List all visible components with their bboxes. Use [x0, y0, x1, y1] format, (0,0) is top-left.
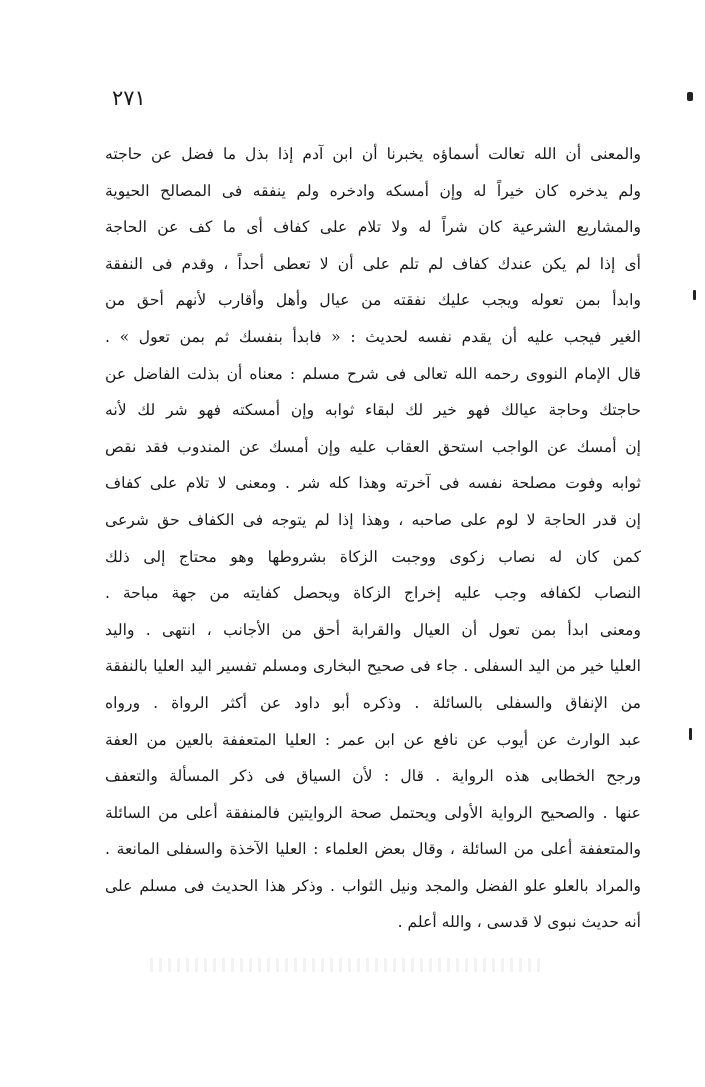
margin-mark: [689, 728, 692, 740]
text-line: ولم يدخره كان خيراً له وإن أمسكه وادخره ولم ينفقه فى المصالح الحيوية: [105, 181, 641, 200]
bleed-through-shadow: [150, 958, 540, 972]
text-line: وابدأ بمن تعوله ويجب عليك نفقته من عيال وأهل وأقارب لأنهم أحق من: [105, 291, 641, 310]
text-line: الغير فيجب عليه أن يقدم نفسه لحديث : « فابدأ بنفسك ثم بمن تعول » .: [105, 327, 641, 346]
text-line: والمشاريع الشرعية كان شراً له ولا تلام على كفاف أى ما كف عن الحاجة: [105, 218, 641, 237]
text-line: ثوابه وفوت مصلحة نفسه فى آخرته وهذا كله شر . ومعنى لا تلام على كفاف: [105, 474, 641, 493]
margin-mark: [687, 92, 693, 101]
text-line: ورجح الخطابى هذه الرواية . قال : لأن السياق فى ذكر المسألة والتعفف: [105, 767, 641, 786]
text-line: أى إذا لم يكن عندك كفاف لم تلم على أن لا تعطى أحداً ، وقدم فى النفقة: [105, 254, 641, 273]
text-line: النصاب لكفافه وجب عليه إخراج الزكاة ويحصل كفايته من جهة مباحة .: [105, 584, 641, 603]
text-line: العليا خير من اليد السفلى . جاء فى صحيح البخارى ومسلم تفسير اليد العليا بالنفقة: [105, 657, 641, 676]
text-line: والمعنى أن الله تعالت أسماؤه يخبرنا أن ابن آدم إذا بذل ما فضل عن حاجته: [105, 145, 641, 163]
text-line: عبد الوارث عن أيوب عن نافع عن ابن عمر : العليا المتعففة بالعين من العفة: [105, 730, 641, 749]
text-line: إن أمسك عن الواجب استحق العقاب عليه وإن أمسك عن المندوب فقد نقص: [105, 437, 641, 456]
text-line: من الإنفاق والسفلى بالسائلة . وذكره أبو داود عن أكثر الرواة . ورواه: [105, 693, 641, 712]
text-line: والمتعففة أعلى من السائلة ، وقال بعض العلماء : العليا الآخذة والسفلى المانعة .: [105, 840, 641, 859]
text-line: قال الإمام النووى رحمه الله تعالى فى شرح مسلم : معناه أن بذلت الفاضل عن: [105, 364, 641, 383]
margin-mark: [693, 290, 696, 300]
text-line: كمن كان له نصاب زكوى ووجبت الزكاة بشروطها وهو محتاج إلى ذلك: [105, 547, 641, 566]
text-line: حاجتك وحاجة عيالك فهو خير لك لبقاء ثوابه وإن أمسكته فهو شر لك لأنه: [105, 401, 641, 420]
text-line: ومعنى ابدأ بمن تعول أن العيال والقرابة أحق من الأجانب ، انتهى . واليد: [105, 620, 641, 639]
text-line: إن قدر الحاجة لا لوم على صاحبه ، وهذا إذا لم يتوجه فى الكفاف حق شرعى: [105, 510, 641, 529]
text-line: عنها . والصحيح الرواية الأولى ويحتمل صحة الروايتين فالمنفقة أعلى من السائلة: [105, 803, 641, 822]
body-text: [105, 136, 641, 941]
page-number: ٢٧١: [112, 86, 146, 110]
text-line: أنه حديث نبوى لا قدسى ، والله أعلم .: [397, 913, 641, 932]
text-line: والمراد بالعلو علو الفضل والمجد ونيل الثواب . وذكر هذا الحديث فى مسلم على: [105, 876, 641, 895]
